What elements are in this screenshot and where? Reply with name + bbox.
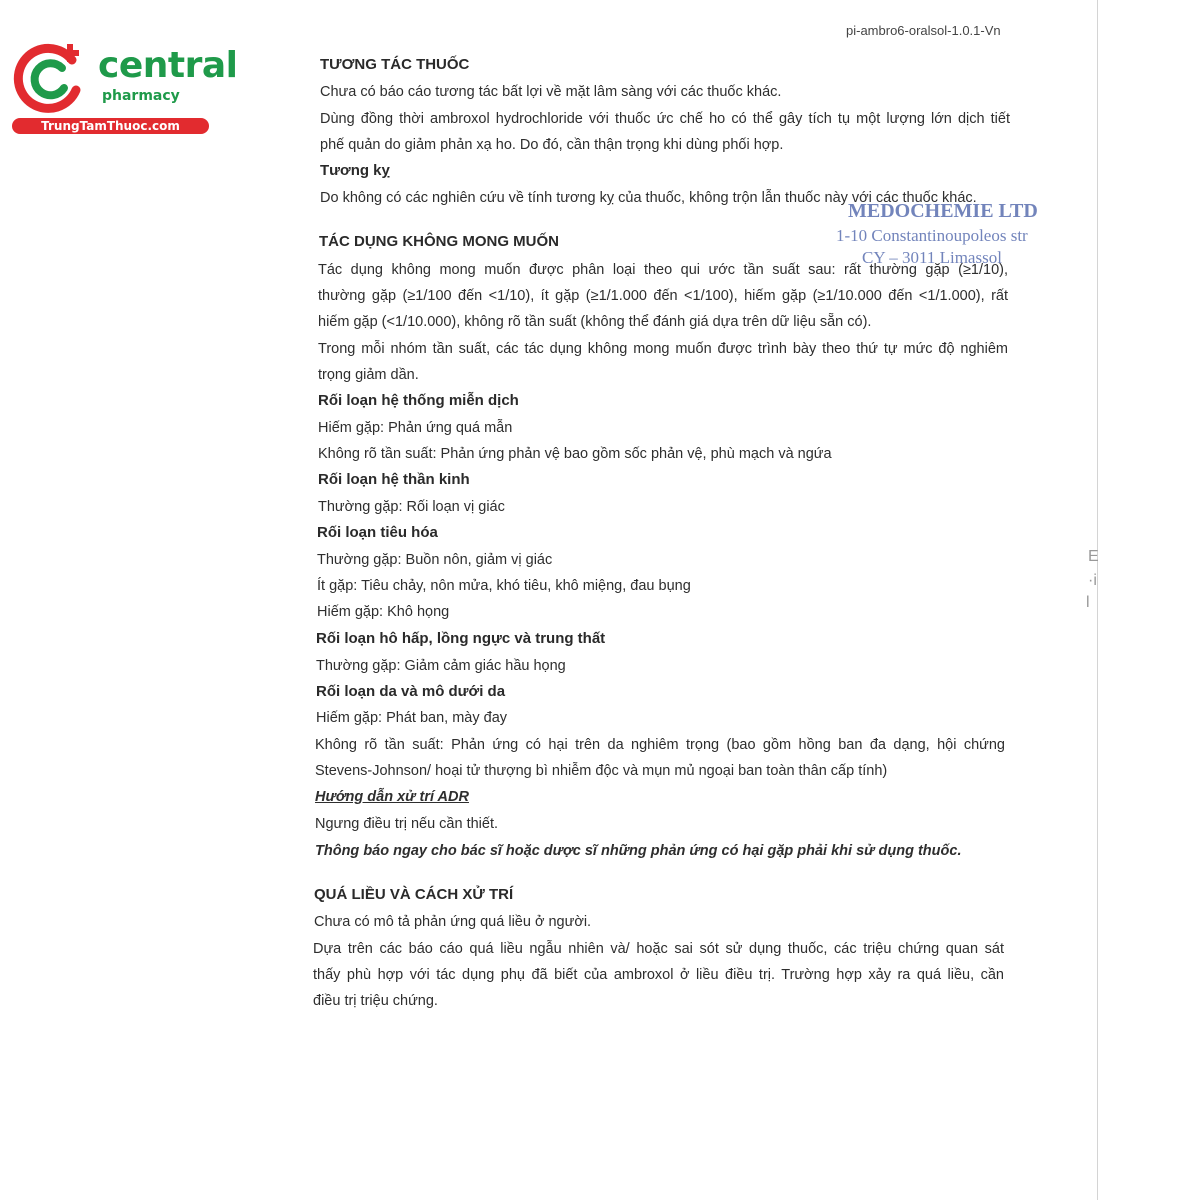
stamp-address: 1-10 Constantinoupoleos str (836, 226, 1028, 245)
emphasis-notice: Thông báo ngay cho bác sĩ hoặc dược sĩ những phản ứng có hại gặp phải khi sử dụng thuốc. (315, 843, 962, 859)
paragraph-line: điều trị triệu chứng. (313, 993, 438, 1009)
paragraph-line: trọng giảm dần. (318, 367, 419, 383)
document-reference: pi-ambro6-oralsol-1.0.1-Vn (846, 23, 1001, 38)
effect-line: Hiếm gặp: Khô họng (317, 604, 450, 620)
paragraph-line: Trong mỗi nhóm tần suất, các tác dụng không mong muốn được trình bày theo thứ tự mức độ nghiêm (318, 341, 1008, 357)
paragraph-line: phế quản do giảm phản xạ ho. Do đó, cần thận trọng khi dùng phối hợp. (320, 137, 784, 153)
paragraph-line: Dùng đồng thời ambroxol hydrochloride với thuốc ức chế ho có thể gây tích tụ một lượng lớn dịch tiết (320, 111, 1010, 127)
paragraph-line: Ngưng điều trị nếu cần thiết. (315, 816, 499, 832)
subheading-adr-guidance: Hướng dẫn xử trí ADR (315, 789, 469, 805)
effect-line: Thường gặp: Rối loạn vị giác (318, 499, 505, 515)
subheading-respiratory: Rối loạn hô hấp, lồng ngực và trung thất (316, 630, 606, 647)
stamp-company-name: MEDOCHEMIE LTD (848, 200, 1038, 222)
effect-line: Ít gặp: Tiêu chảy, nôn mửa, khó tiêu, khô miệng, đau bụng (317, 578, 691, 594)
paragraph-line: thường gặp (≥1/100 đến <1/10), ít gặp (≥1/1.000 đến <1/100), hiếm gặp (≥1/10.000 đến <1/1.000), rất (318, 288, 1008, 304)
paragraph-line: Do không có các nghiên cứu về tính tương kỵ của thuốc, không trộn lẫn thuốc này với các thuốc khác. (320, 190, 977, 206)
logo-url-banner: TrungTamThuoc.com (12, 118, 209, 134)
section-heading-adverse-effects: TÁC DỤNG KHÔNG MONG MUỐN (319, 233, 559, 250)
section-heading-overdose: QUÁ LIỀU VÀ CÁCH XỬ TRÍ (314, 886, 514, 903)
subheading-digestive: Rối loạn tiêu hóa (317, 524, 438, 541)
effect-line: Không rõ tần suất: Phản ứng phản vệ bao gồm sốc phản vệ, phù mạch và ngứa (318, 446, 832, 462)
section-heading-interactions: TƯƠNG TÁC THUỐC (320, 56, 470, 73)
pharmacy-cross-icon (12, 38, 92, 118)
margin-mark: E (1088, 548, 1099, 565)
paragraph-line: thấy phù hợp với tác dụng phụ đã biết của ambroxol ở liều điều trị. Trường hợp xảy ra quá liều, cần (313, 967, 1004, 983)
effect-line: Không rõ tần suất: Phản ứng có hại trên da nghiêm trọng (bao gồm hồng ban đa dạng, hội chứng (315, 737, 1005, 753)
stamp-city: CY – 3011 Limassol (862, 248, 1002, 267)
paragraph-line: Chưa có mô tả phản ứng quá liều ở người. (314, 914, 592, 930)
paragraph-line: Chưa có báo cáo tương tác bất lợi về mặt lâm sàng với các thuốc khác. (320, 84, 782, 100)
paragraph-line: Dựa trên các báo cáo quá liều ngẫu nhiên và/ hoặc sai sót sử dụng thuốc, các triệu chứng quan sát (313, 941, 1004, 957)
subheading-nervous: Rối loạn hệ thần kinh (318, 471, 470, 488)
paragraph-line: Tác dụng không mong muốn được phân loại theo qui ước tần suất sau: rất thường gặp (≥1/10), (318, 262, 1008, 278)
scan-edge-line (1097, 0, 1098, 1200)
effect-line: Stevens-Johnson/ hoại tử thượng bì nhiễm độc và mụn mủ ngoại ban toàn thân cấp tính) (315, 763, 888, 779)
subheading-incompatibility: Tương kỵ (320, 162, 390, 179)
effect-line: Thường gặp: Giảm cảm giác hầu họng (316, 658, 566, 674)
subheading-skin: Rối loạn da và mô dưới da (316, 683, 506, 700)
effect-line: Thường gặp: Buồn nôn, giảm vị giác (317, 552, 553, 568)
margin-mark: l (1086, 594, 1090, 611)
effect-line: Hiếm gặp: Phát ban, mày đay (316, 710, 508, 726)
effect-line: Hiếm gặp: Phản ứng quá mẫn (318, 420, 513, 436)
margin-mark: ·i (1088, 572, 1097, 589)
paragraph-line: hiếm gặp (<1/10.000), không rõ tần suất (không thể đánh giá dựa trên dữ liệu sẵn có). (318, 314, 872, 330)
logo-name: central (98, 45, 238, 86)
central-pharmacy-logo (12, 38, 238, 138)
subheading-immune: Rối loạn hệ thống miễn dịch (318, 392, 519, 409)
logo-subtitle: pharmacy (102, 88, 180, 104)
